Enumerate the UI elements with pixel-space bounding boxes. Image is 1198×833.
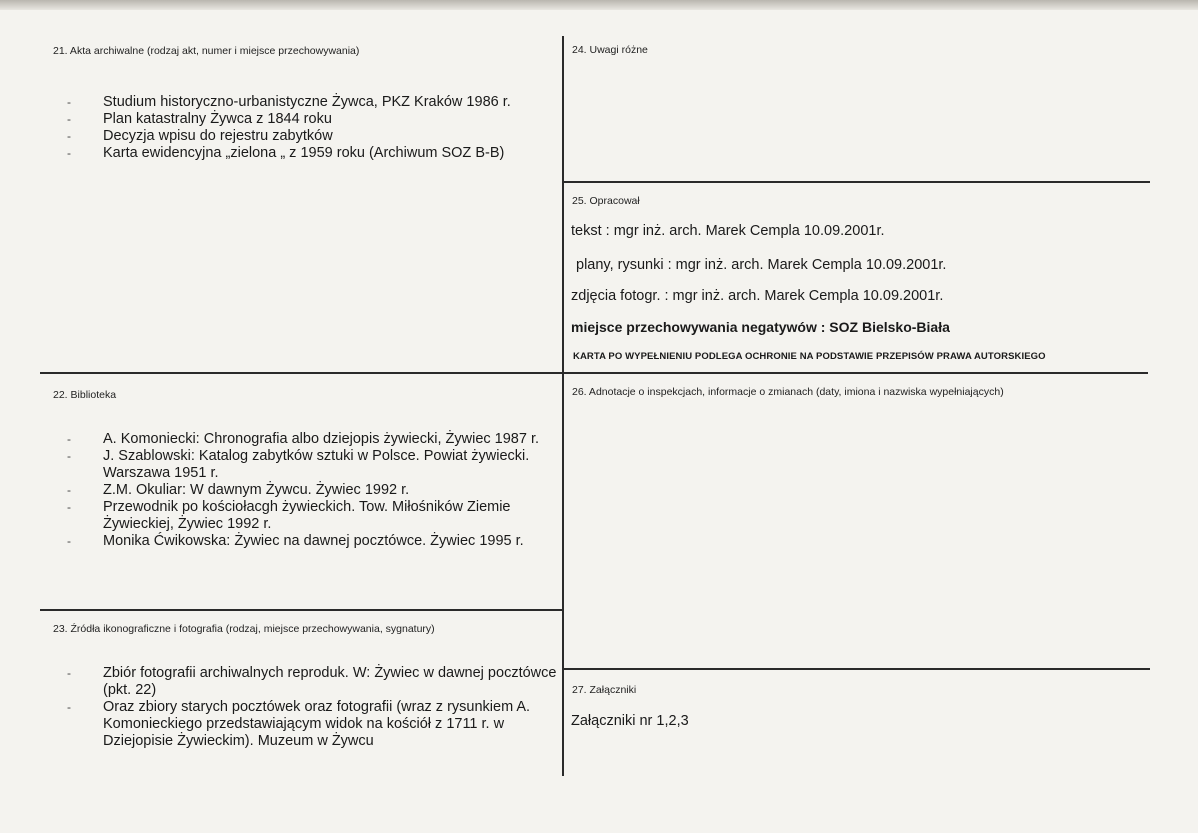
section-27-label: 27. Załączniki <box>572 684 637 696</box>
negatives-location: miejsce przechowywania negatywów : SOZ Bielsko-Biała <box>571 319 950 335</box>
list-item: - Plan katastralny Żywca z 1844 roku <box>67 111 547 128</box>
section-21-list <box>67 94 547 162</box>
author-photos-line: zdjęcia fotogr. : mgr inż. arch. Marek Cempla 10.09.2001r. <box>571 288 944 304</box>
author-drawings-line: plany, rysunki : mgr inż. arch. Marek Cempla 10.09.2001r. <box>576 257 947 273</box>
attachments-value: Załączniki nr 1,2,3 <box>571 713 689 729</box>
center-divider <box>562 36 564 776</box>
divider-24-25 <box>562 181 1150 183</box>
list-item: - Przewodnik po kościołacgh żywieckich. Tow. Miłośników Ziemie Żywieckiej, Żywiec 1992 r. <box>67 499 547 533</box>
divider-26-27 <box>562 668 1150 670</box>
list-item: - Z.M. Okuliar: W dawnym Żywcu. Żywiec 1992 r. <box>67 482 547 499</box>
section-21-label: 21. Akta archiwalne (rodzaj akt, numer i miejsce przechowywania) <box>53 45 360 57</box>
list-item: - Decyzja wpisu do rejestru zabytków <box>67 128 547 145</box>
section-23-list <box>67 665 557 750</box>
list-item: - Studium historyczno-urbanistyczne Żywca, PKZ Kraków 1986 r. <box>67 94 547 111</box>
section-25-label: 25. Opracował <box>572 195 640 207</box>
divider-22-23 <box>40 609 562 611</box>
list-item: - A. Komoniecki: Chronografia albo dziejopis żywiecki, Żywiec 1987 r. <box>67 431 547 448</box>
list-item: - Zbiór fotografii archiwalnych reproduk. W: Żywiec w dawnej pocztówce (pkt. 22) <box>67 665 557 699</box>
list-item: - J. Szablowski: Katalog zabytków sztuki w Polsce. Powiat żywiecki. Warszawa 1951 r. <box>67 448 547 482</box>
list-item: - Oraz zbiory starych pocztówek oraz fotografii (wraz z rysunkiem A. Komonieckiego przedstawiającym widok na kościół z 1711 r. w Dziejopisie Żywieckim). Muzeum w Żywcu <box>67 699 557 750</box>
section-23-label: 23. Źródła ikonograficzne i fotografia (rodzaj, miejsce przechowywania, sygnatury) <box>53 623 435 635</box>
section-22-list <box>67 431 547 550</box>
divider-row-middle <box>40 372 1148 374</box>
list-item: - Karta ewidencyjna „zielona „ z 1959 roku (Archiwum SOZ B-B) <box>67 145 547 162</box>
section-24-label: 24. Uwagi różne <box>572 44 648 56</box>
section-26-label: 26. Adnotacje o inspekcjach, informacje o zmianach (daty, imiona i nazwiska wypełniających) <box>572 386 1004 398</box>
scan-top-edge <box>0 0 1198 10</box>
list-item: - Monika Ćwikowska: Żywiec na dawnej pocztówce. Żywiec 1995 r. <box>67 533 547 550</box>
copyright-notice: KARTA PO WYPEŁNIENIU PODLEGA OCHRONIE NA PODSTAWIE PRZEPISÓW PRAWA AUTORSKIEGO <box>573 351 1046 362</box>
section-22-label: 22. Biblioteka <box>53 389 117 401</box>
author-text-line: tekst : mgr inż. arch. Marek Cempla 10.09.2001r. <box>571 223 885 239</box>
